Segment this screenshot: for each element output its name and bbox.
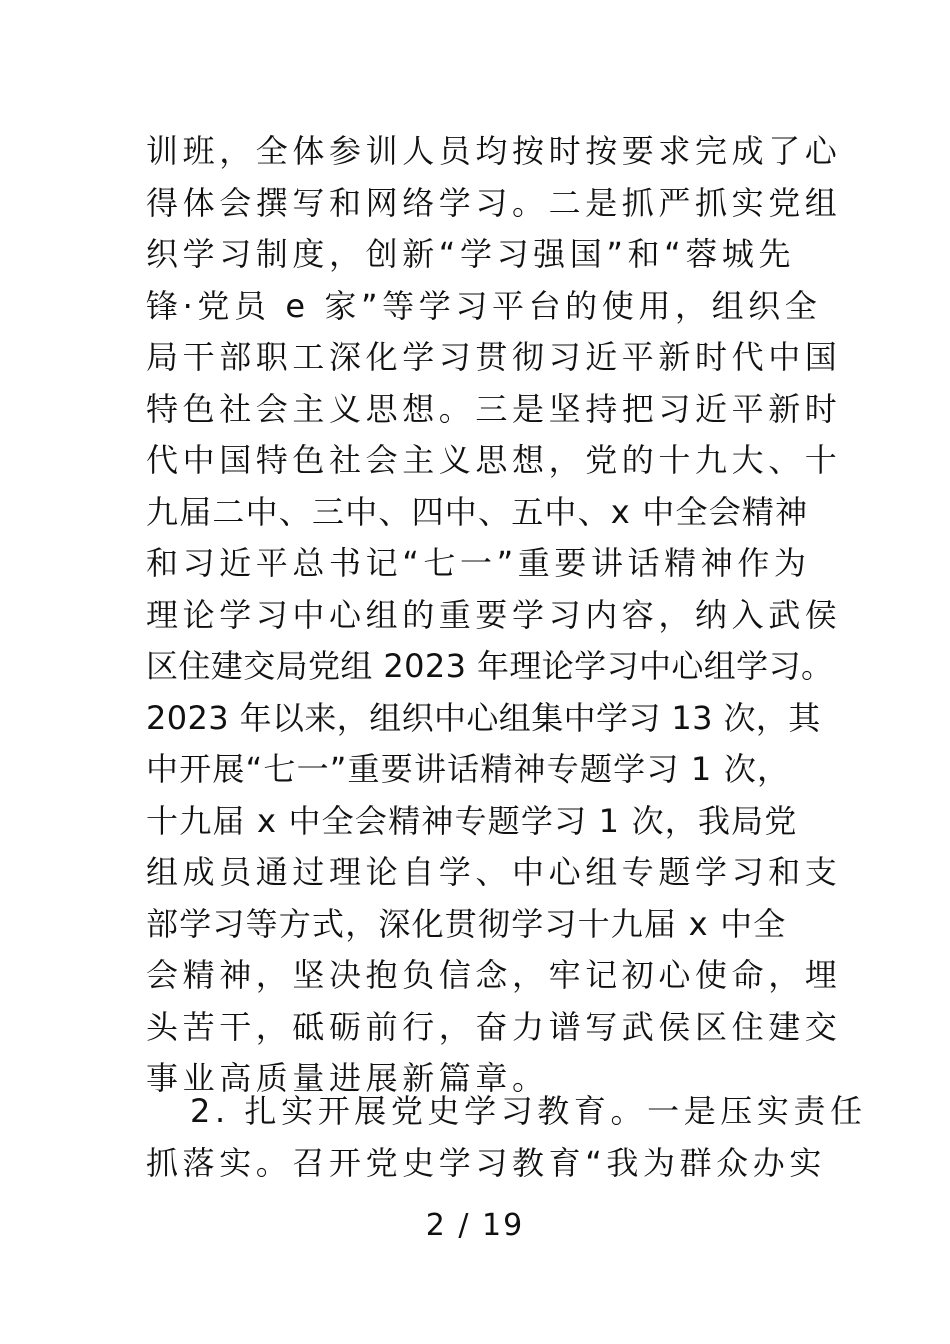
text-line: 九届二中、三中、四中、五中、x 中全会精神 [146,492,809,531]
text-line: 头苦干，砥砺前行，奋力谱写武侯区住建交 [146,1007,842,1046]
text-line: 2. 扎实开展党史学习教育。一是压实责任 [190,1092,867,1130]
text-line: 理论学习中心组的重要学习内容，纳入武侯 [146,595,842,634]
text-line: 会精神，坚决抱负信念，牢记初心使命，埋 [146,956,842,994]
text-line: 和习近平总书记“七一”重要讲话精神作为 [146,544,811,582]
text-line: 代中国特色社会主义思想，党的十九大、十 [146,441,842,479]
text-line: 部学习等方式，深化贯彻学习十九届 x 中全 [146,904,787,943]
text-line: 得体会撰写和网络学习。二是抓严抓实党组 [146,183,842,222]
text-line: 锋·党员 e 家”等学习平台的使用，组织全 [146,286,822,325]
text-line: 抓落实。召开党史学习教育“我为群众办实 [146,1143,826,1182]
text-line: 2023 年以来，组织中心组集中学习 13 次，其 [146,698,821,737]
text-line: 中开展“七一”重要讲话精神专题学习 1 次， [146,750,791,788]
text-line: 局干部职工深化学习贯彻习近平新时代中国 [146,338,842,376]
text-line: 训班，全体参训人员均按时按要求完成了心 [146,132,842,170]
text-line: 事业高质量进展新篇章。 [146,1059,549,1097]
paragraph-1 [146,126,846,1105]
paragraph-2 [146,1086,867,1189]
text-line: 组成员通过理论自学、中心组专题学习和支 [146,853,842,891]
text-line: 十九届 x 中全会精神专题学习 1 次，我局党 [146,801,798,840]
page-number: 2 / 19 [425,1208,525,1243]
text-line: 织学习制度，创新“学习强国”和“蓉城先 [146,235,796,273]
text-line: 特色社会主义思想。三是坚持把习近平新时 [146,389,842,428]
text-line: 区住建交局党组 2023 年理论学习中心组学习。 [146,647,834,685]
